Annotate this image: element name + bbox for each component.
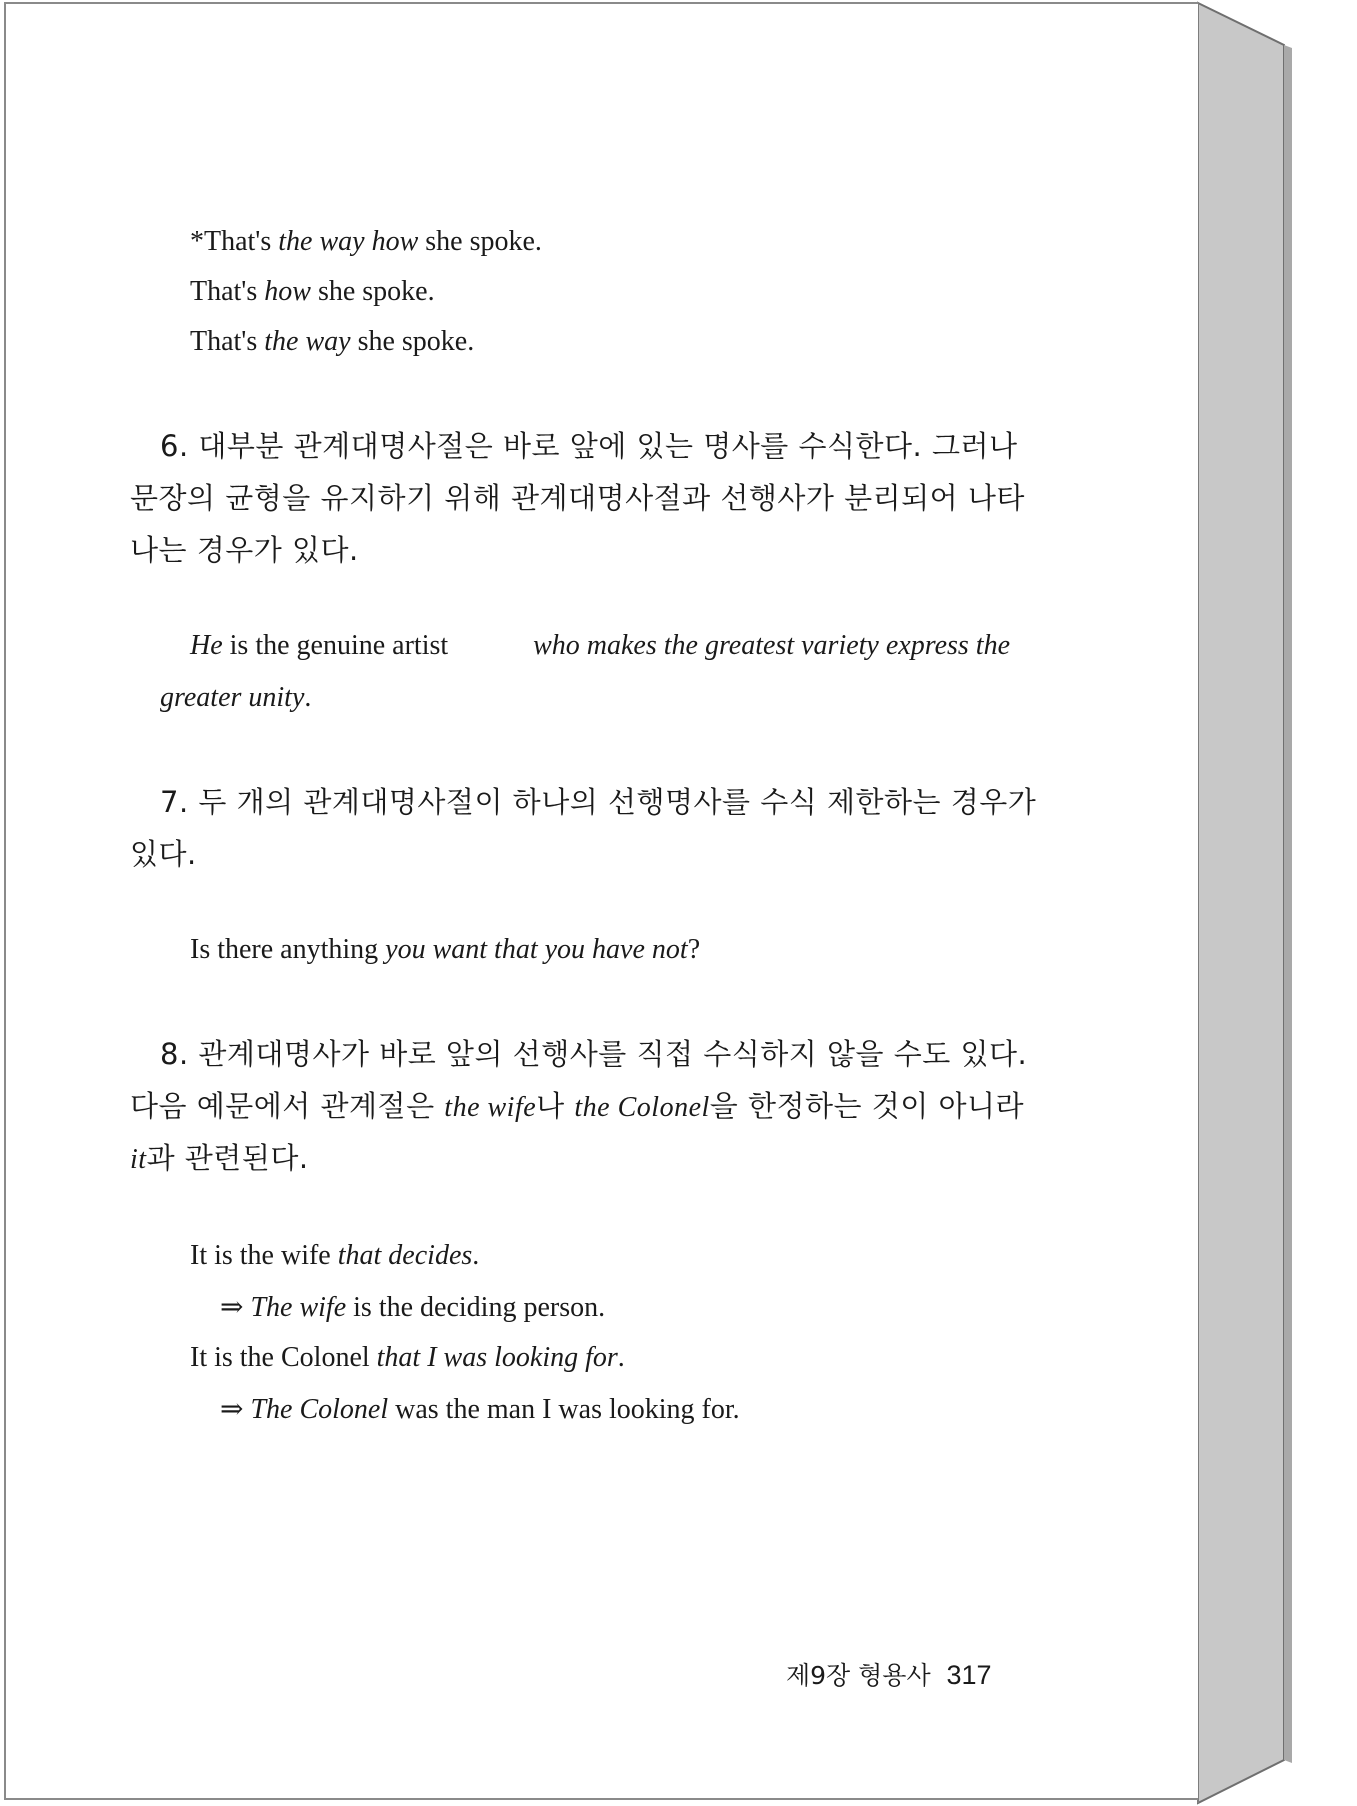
section-8-text: 다음 예문에서 관계절은 the wife나 the Colonel을 한정하는 것이 아니라: [130, 1089, 1025, 1123]
example-line: That's the way she spoke.: [190, 326, 475, 357]
section-7-text: 7. 두 개의 관계대명사절이 하나의 선행명사를 수식 제한하는 경우가: [160, 785, 1037, 819]
section-6-text: 문장의 균형을 유지하기 위해 관계대명사절과 선행사가 분리되어 나타: [130, 481, 1025, 515]
section-8-text: it과 관련된다.: [130, 1141, 309, 1175]
chapter-title: 제9장 형용사: [786, 1661, 931, 1690]
section-7-text: 있다.: [130, 837, 197, 871]
page: [4, 2, 1198, 1800]
section-6-text: 나는 경우가 있다.: [130, 533, 359, 567]
section-8-example: ⇒ The Colonel was the man I was looking for.: [220, 1394, 740, 1425]
section-7-example: Is there anything you want that you have not?: [190, 934, 701, 965]
page-number: 317: [946, 1660, 992, 1690]
section-8-text: 8. 관계대명사가 바로 앞의 선행사를 직접 수식하지 않을 수도 있다.: [160, 1037, 1028, 1071]
section-8-example: It is the wife that decides.: [190, 1240, 480, 1271]
example-line: That's how she spoke.: [190, 276, 435, 307]
section-8-example: ⇒ The wife is the deciding person.: [220, 1292, 606, 1323]
section-6-text: 6. 대부분 관계대명사절은 바로 앞에 있는 명사를 수식한다. 그러나: [160, 429, 1018, 463]
section-6-example: greater unity.: [160, 682, 312, 713]
page-footer: [786, 1656, 992, 1692]
example-line: *That's the way how she spoke.: [190, 226, 542, 257]
section-6-example: He is the genuine artist who makes the greatest variety express the: [190, 630, 1010, 661]
section-8-example: It is the Colonel that I was looking for.: [190, 1342, 625, 1373]
